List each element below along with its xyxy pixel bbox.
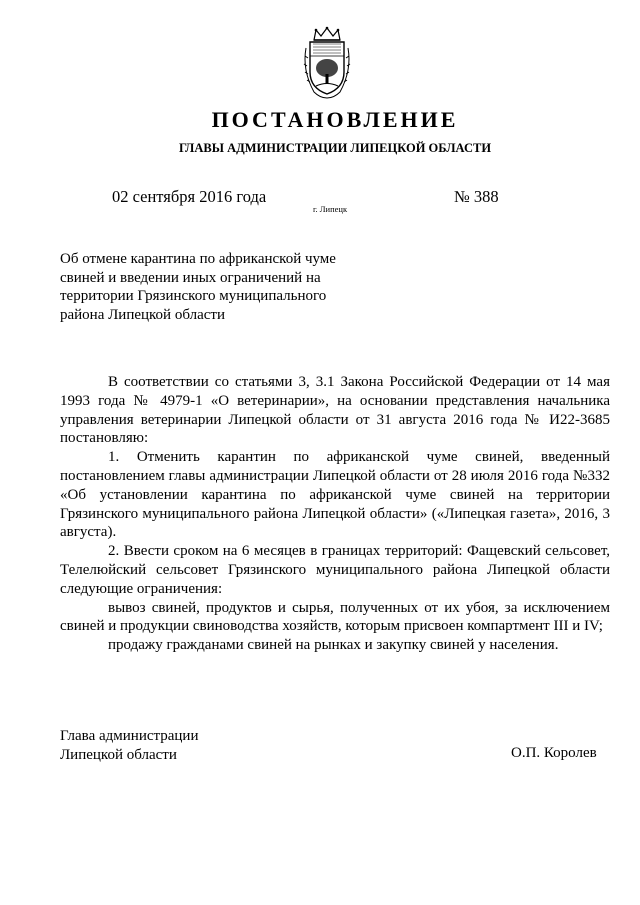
lipetsk-coat-of-arms-icon [300,26,354,100]
position-line: Липецкой области [60,746,177,763]
document-subject [60,250,360,324]
document-date: 02 сентября 2016 года [112,187,267,206]
signatory-name: О.П. Королев [511,745,597,761]
document-number: № 388 [454,187,499,206]
document-subtitle: ГЛАВЫ АДМИНИСТРАЦИИ ЛИПЕЦКОЙ ОБЛАСТИ [178,141,492,155]
position-line: Глава администрации [60,728,199,744]
subject-line: Об отмене карантина по африканской чуме [60,251,336,267]
preamble-paragraph: В соответствии со статьями 3, 3.1 Закона Российской Федерации от 14 мая 1993 года № 4979-1 «О ветеринарии», на основании представления начальника управления ветеринарии Липецкой области от 31 августа 2016 года № И22-3685 постановляю: [60,374,610,447]
item-1-paragraph: 1. Отменить карантин по африканской чуме свиней, введенный постановлением главы администрации Липецкой области от 28 июля 2016 года №332 «Об установлении карантина по африканской чуме свиней на территории Грязинского муниципального района Липецкой области» («Липецкая газета», 2016, 3 августа). [60,449,610,541]
signatory-position [60,727,198,764]
item-2-paragraph: 2. Ввести сроком на 6 месяцев в границах территорий: Фащевский сельсовет, Телелюйский сельсовет Грязинского муниципального района Липецкой области следующие ограничения: [60,543,610,597]
document-title: ПОСТАНОВЛЕНИЕ [211,107,459,132]
document-city: г. Липецк [313,204,348,214]
subject-line: территории Грязинского муниципального [60,288,327,304]
subject-line: района Липецкой области [60,306,225,323]
restriction-1-paragraph: вывоз свиней, продуктов и сырья, полученных от их убоя, за исключением свиней и продукции свиноводства хозяйств, которым присвоен компартмент III и IV; [60,599,610,635]
document-body [60,373,610,655]
subject-line: свиней и введении иных ограничений на [60,269,321,286]
restriction-2-paragraph: продажу гражданами свиней на рынках и закупку свиней у населения. [108,637,559,654]
